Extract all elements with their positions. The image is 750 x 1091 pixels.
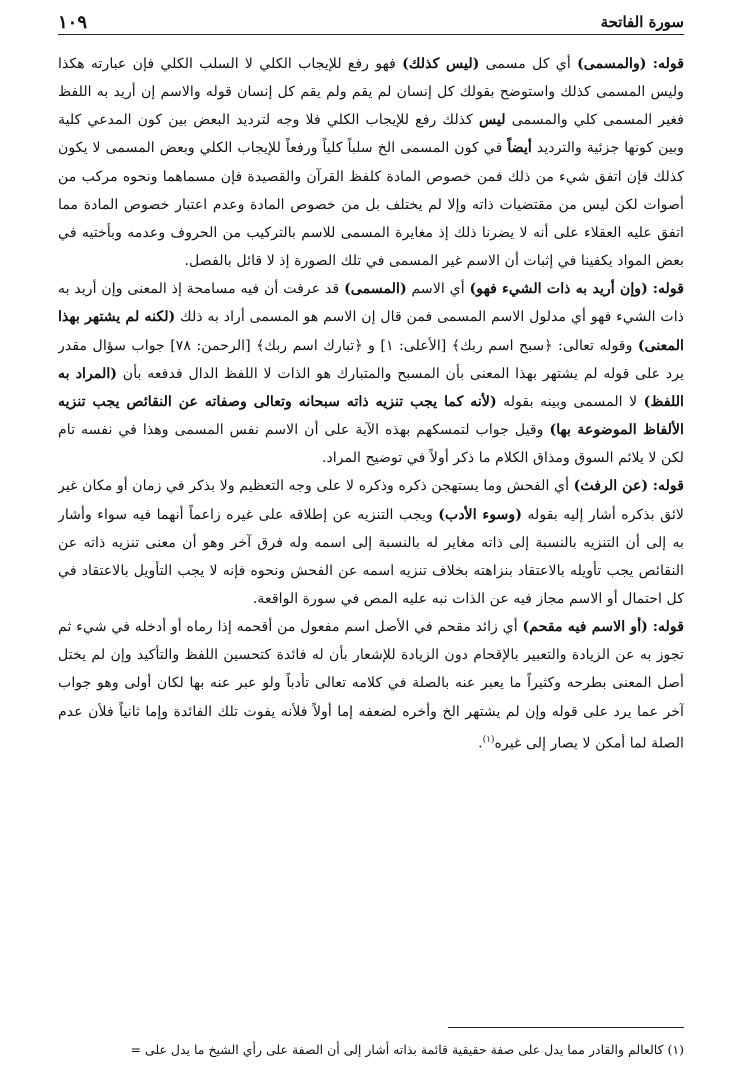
commentary-text: أي الفحش وما يستهجن ذكره وذكره لا على وجه التعظيم ولا بذكر في زمان أو مكان غير لائق بذكره أشار إليه بقوله <box>58 478 684 523</box>
quoted-phrase: (لكنه لم يشتهر بهذا المعنى) <box>58 309 684 354</box>
paragraph-label: قوله: <box>652 56 684 72</box>
paragraph-label: قوله: <box>652 478 684 495</box>
commentary-paragraph <box>58 472 684 613</box>
commentary-text: قد عرفت أن فيه مسامحة إذ المعنى وإن أريد به ذات الشيء فهو أي مدلول الاسم المسمى فمن قال إن الاسم هو المسمى أراد به ذلك <box>58 281 684 326</box>
quoted-phrase: (المراد به اللفظ) <box>58 365 684 410</box>
commentary-text: أي الاسم <box>411 281 465 298</box>
quoted-phrase: (المسمى) <box>344 281 407 298</box>
paragraph-label: قوله: <box>652 281 684 298</box>
page-header <box>58 10 684 35</box>
quoted-phrase: (أو الاسم فيه مقحم) <box>522 619 648 636</box>
quoted-phrase: (وسوء الأدب) <box>438 506 522 523</box>
commentary-text: . <box>478 735 483 752</box>
quoted-phrase: (عن الرفث) <box>573 478 649 495</box>
footnote-marker: (١) <box>482 734 495 745</box>
commentary-text: وقيل جواب لتمسكهم بهذه الآية على أن الاسم نفس المسمى وهذا في نفسه تام لكن لا يلائم السوق ومذاق الكلام ما ذكر أولاً في توضيح المراد. <box>58 422 684 467</box>
footnote-separator <box>448 1027 684 1028</box>
commentary-text: أي زائد مقحم في الأصل اسم مفعول من أقحمه إذا رماه أو أدخله في شيء ثم تجوز به عن الزيادة والتعبير بالإقحام دون الزيادة للإشعار بأن له فائدة كتحسين اللفظ والتأكيد وإن لم يختل أصل المعنى بطرحه وكثيراً ما يعبر عنه بالصلة في كلامه تعالى تأدباً ولو عبر عنه بها لكان أولى وهو جواب آخر عما يرد على قوله وإن لم يشتهر الخ وأخره لضعفه إما أولاً فلأنه يفوت تلك الفائدة وإما ثانياً فلأن عدم الصلة لما أمكن لا يصار إلى غيره <box>58 619 684 752</box>
commentary-text: في كون المسمى الخ سلباً كلياً ورفعاً للإيجاب الكلي وبعض المسمى لا يكون كذلك فإن اتفق شيء من ذلك فمن خصوص المادة كلفظ القرآن والقصيدة فإن مسماهما ونحوه مركب من أصوات لكن ليس من مقتضيات ذاته وإلا لم يختلف بل من خصوص المادة وعدم اعتبار خصوص المادة مما اتفق عليه العقلاء على أنه لا يضرنا ذلك إذ مغايرة المسمى للاسم بالتركيب من الحروف وعدمه وبأختيه في بعض المواد يكفينا في إثبات أن الاسم غير المسمى في تلك الصورة إذ لا قائل بالفصل. <box>58 140 684 270</box>
surah-title: سورة الفاتحة <box>600 13 684 31</box>
quoted-phrase: (وإن أريد به ذات الشيء فهو) <box>469 281 648 298</box>
commentary-text: لا المسمى وبينه بقوله <box>503 393 638 410</box>
commentary-text: وقوله تعالى: ﴿سبح اسم ربك﴾ [الأعلى: ١] و ﴿تبارك اسم ربك﴾ [الرحمن: ٧٨] جواب سؤال مقدر يرد على قوله لم يشتهر بهذا المعنى بأن المسبح والمتبارك هو الذات لا اللفظ الدال فدفعه بأن <box>58 337 684 382</box>
paragraph-label: قوله: <box>652 619 684 636</box>
commentary-text: ويجب التنزيه عن إطلاقه على غيره زاعماً أنهما فيه سواء وأشار به إلى أن التنزيه بالنسبة إلى ذاته مغاير له بالنسبة إلى اسمه وله فرق آخر وهو أن معنى تنزيه ذاته عن النقائص يجب تأويله بالاعتقاد بنزاهته بخلاف تنزيه اسمه عن الفحش ونحوه فإنه لا يجب التأويل بالاعتقاد في كل احتمال أو الاسم مجاز فيه عن الذات نبه عليه المص في سورة الواقعة. <box>58 506 684 607</box>
commentary-body <box>58 50 684 950</box>
footnote: (١) كالعالم والقادر مما يدل على صفة حقيقية قائمة بذاته أشار إلى أن الصفة على رأي الشيخ ما يدل على = <box>130 1042 684 1057</box>
commentary-text: أي كل مسمى <box>485 56 571 72</box>
quoted-phrase: (لأنه كما يجب تنزيه ذاته سبحانه وتعالى وصفاته عن النقائص يجب تنزيه الألفاظ الموضوعة بها) <box>58 393 684 439</box>
quoted-phrase: أيضاً <box>507 140 532 157</box>
page-number: ١٠٩ <box>58 11 88 33</box>
quoted-phrase: (ليس كذلك) <box>402 56 480 72</box>
commentary-paragraph <box>58 613 684 758</box>
commentary-paragraph <box>58 50 684 275</box>
commentary-text: فهو رفع للإيجاب الكلي لا السلب الكلي فإن عبارته هكذا وليس المسمى كذلك واستوضح بقولك كل إنسان لم يقم ولم يقم كل إنسان قوله والاسم إن أريد به اللفظ فغير المسمى كلي والمسمى <box>58 56 684 129</box>
quoted-phrase: (والمسمى) <box>577 56 647 72</box>
quoted-phrase: ليس <box>478 112 506 129</box>
commentary-paragraph <box>58 275 684 472</box>
commentary-text: كذلك رفع للإيجاب الكلي فلا وجه لترديد البعض بين كون المدعي كلية وبين كونها جزئية والترديد <box>58 112 684 157</box>
